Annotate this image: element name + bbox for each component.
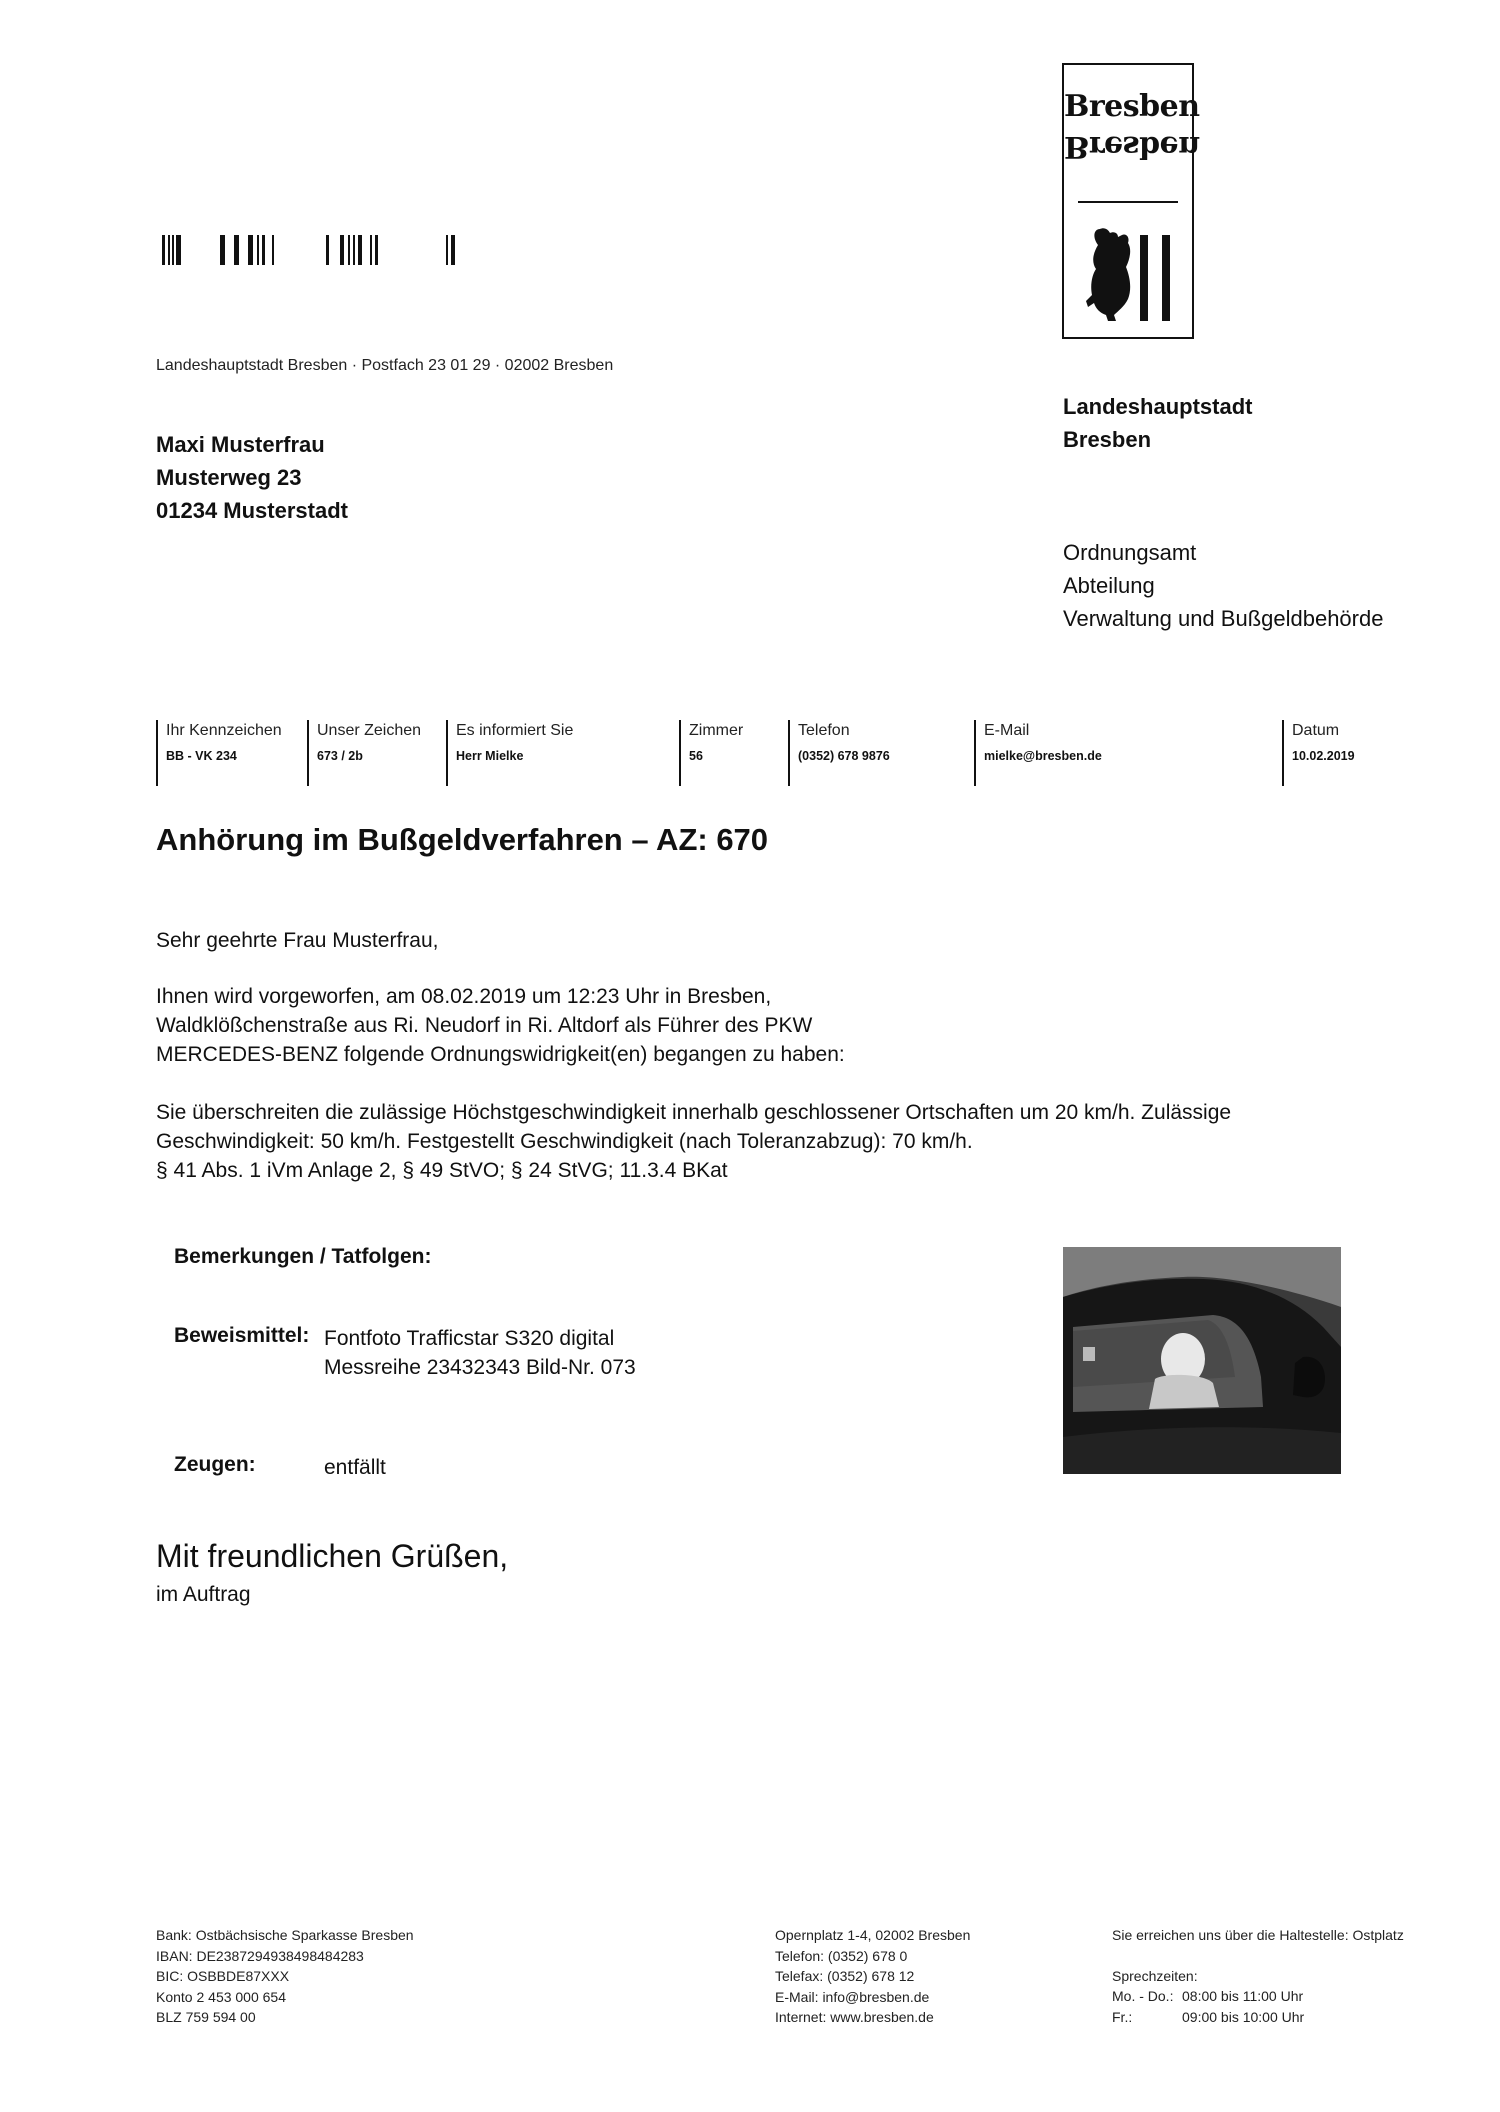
department-line: Ordnungsamt — [1063, 540, 1197, 565]
ref-kennzeichen — [156, 720, 282, 786]
footer-line: BLZ 759 594 00 — [156, 2009, 256, 2025]
hours-day: Fr.: — [1112, 2008, 1133, 2025]
footer-hours-row — [1112, 1986, 1404, 2007]
hours-day: Mo. - Do.: — [1112, 1988, 1174, 2004]
paragraph-line: Ihnen wird vorgeworfen, am 08.02.2019 um 12:23 Uhr in Bresben, — [156, 985, 772, 1008]
remarks-label: Bemerkungen / Tatfolgen: — [174, 1245, 432, 1268]
city-logo — [1062, 63, 1200, 339]
department-line: Verwaltung und Bußgeldbehörde — [1063, 606, 1384, 631]
evidence-value — [324, 1324, 636, 1382]
footer-contact — [775, 1925, 970, 2028]
recipient-street: Musterweg 23 — [156, 465, 302, 490]
recipient-city: 01234 Musterstadt — [156, 498, 348, 523]
ref-value: mielke@bresben.de — [984, 749, 1102, 763]
paragraph-line: Waldklößchenstraße aus Ri. Neudorf in Ri. Altdorf als Führer des PKW — [156, 1014, 813, 1037]
evidence-label: Beweismittel: — [174, 1324, 310, 1347]
ref-value: BB - VK 234 — [166, 749, 237, 763]
ref-label: Datum — [1292, 722, 1340, 739]
barcode — [162, 235, 462, 265]
footer-hours-row — [1112, 2007, 1404, 2028]
paragraph-line: Geschwindigkeit: 50 km/h. Festgestellt Geschwindigkeit (nach Toleranzabzug): 70 km/h. — [156, 1130, 973, 1153]
ref-value: Herr Mielke — [456, 749, 524, 763]
organization-name-line: Bresben — [1063, 427, 1152, 452]
witness-value: entfällt — [324, 1456, 386, 1479]
evidence-photo — [1063, 1247, 1341, 1474]
paragraph-line: § 41 Abs. 1 iVm Anlage 2, § 49 StVO; § 24 StVG; 11.3.4 BKat — [156, 1159, 728, 1182]
ref-value: 673 / 2b — [317, 749, 363, 763]
paragraph-line: MERCEDES-BENZ folgende Ordnungswidrigkeit(en) begangen zu haben: — [156, 1043, 845, 1066]
footer-line: Opernplatz 1-4, 02002 Bresben — [775, 1927, 971, 1943]
organization-department — [1063, 536, 1383, 635]
footer-transit: Sie erreichen uns über die Haltestelle: Ostplatz — [1112, 1927, 1404, 1943]
salutation: Sehr geehrte Frau Musterfrau, — [156, 929, 439, 952]
accusation-paragraph — [156, 982, 845, 1069]
paragraph-line: Sie überschreiten die zulässige Höchstgeschwindigkeit innerhalb geschlossener Ortschaften um 20 km/h. Zulässige — [156, 1101, 1232, 1124]
bear-emblem-icon — [1078, 215, 1182, 327]
offense-paragraph — [156, 1098, 1231, 1185]
logo-divider — [1078, 201, 1178, 203]
footer-line: Telefon: (0352) 678 0 — [775, 1947, 908, 1964]
ref-label: Unser Zeichen — [317, 722, 422, 739]
logo-word: Bresben — [1064, 89, 1200, 124]
ref-label: Telefon — [798, 722, 850, 739]
sender-line: Landeshauptstadt Bresben · Postfach 23 01 29 · 02002 Bresben — [156, 357, 614, 374]
evidence-line: Messreihe 23432343 Bild-Nr. 073 — [324, 1356, 636, 1379]
ref-value: 56 — [689, 749, 703, 763]
footer-hours — [1112, 1925, 1404, 2027]
footer-line: Bank: Ostbächsische Sparkasse Bresben — [156, 1927, 414, 1943]
ref-email — [974, 720, 1102, 786]
hours-time: 09:00 bis 10:00 Uhr — [1182, 2008, 1305, 2025]
ref-label: Zimmer — [689, 722, 744, 739]
footer-line: Telefax: (0352) 678 12 — [775, 1968, 915, 1984]
evidence-line: Fontfoto Trafficstar S320 digital — [324, 1327, 615, 1350]
witness-label: Zeugen: — [174, 1453, 256, 1476]
department-line: Abteilung — [1063, 573, 1155, 598]
letter-subject: Anhörung im Bußgeldverfahren – AZ: 670 — [156, 822, 769, 857]
footer-line: E-Mail: info@bresben.de — [775, 1988, 930, 2005]
organization-name — [1063, 390, 1252, 456]
footer-hours-title: Sprechzeiten: — [1112, 1967, 1198, 1984]
recipient-name: Maxi Musterfrau — [156, 432, 325, 457]
ref-label: E-Mail — [984, 722, 1030, 739]
closing-subline: im Auftrag — [156, 1583, 251, 1606]
footer-line: Konto 2 453 000 654 — [156, 1988, 287, 2005]
ref-value: (0352) 678 9876 — [798, 749, 890, 763]
ref-label: Ihr Kennzeichen — [166, 722, 282, 739]
footer-bank — [156, 1925, 414, 2028]
ref-zimmer — [679, 720, 743, 786]
ref-datum — [1282, 720, 1355, 786]
hours-time: 08:00 bis 11:00 Uhr — [1182, 1988, 1304, 2004]
ref-unser-zeichen — [307, 720, 421, 786]
logo-mirrored-word: Bresben — [1064, 129, 1200, 164]
ref-label: Es informiert Sie — [456, 722, 574, 739]
recipient-address — [156, 428, 348, 527]
ref-telefon — [788, 720, 890, 786]
ref-contact-person — [446, 720, 573, 786]
ref-value: 10.02.2019 — [1292, 749, 1355, 763]
footer-line: Internet: www.bresben.de — [775, 2009, 934, 2025]
footer-line: IBAN: DE2387294938498484283 — [156, 1947, 364, 1964]
organization-name-line: Landeshauptstadt — [1063, 394, 1253, 419]
footer-line: BIC: OSBBDE87XXX — [156, 1968, 290, 1984]
closing-phrase: Mit freundlichen Grüßen, — [156, 1538, 509, 1574]
